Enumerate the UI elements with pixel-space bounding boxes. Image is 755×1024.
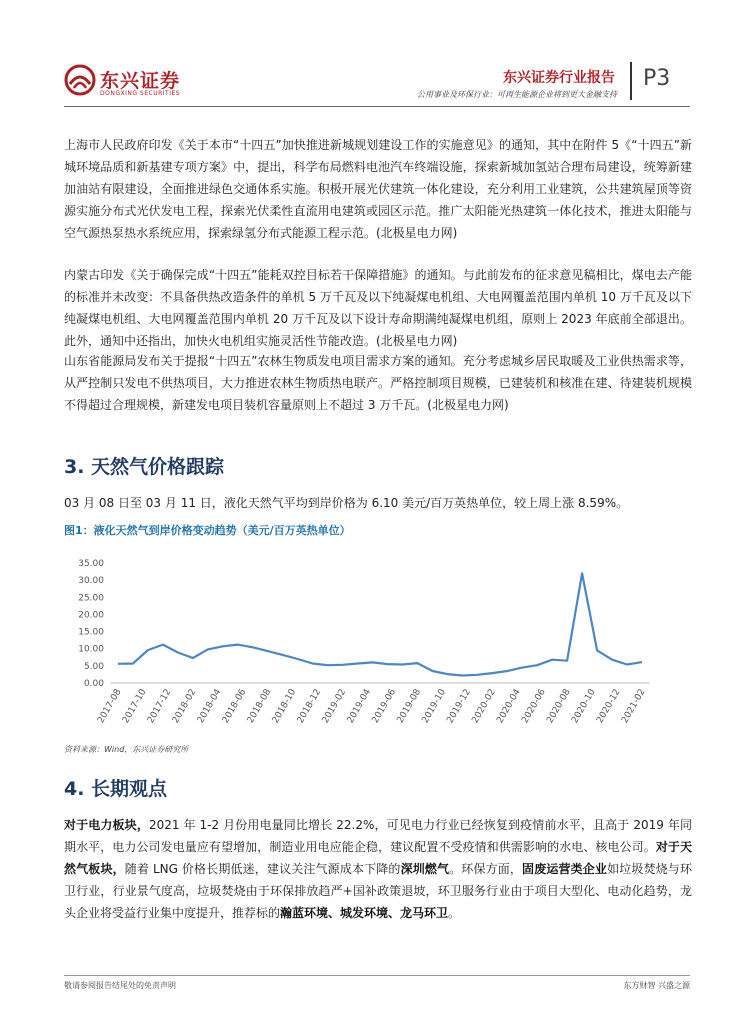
x-tick-label: 2020-06	[520, 687, 548, 726]
x-tick-label: 2018-02	[170, 687, 199, 726]
x-tick-label: 2020-02	[470, 687, 498, 726]
env-picks: 瀚蓝环境、城发环境、龙马环卫	[280, 906, 449, 920]
x-tick-label: 2018-04	[195, 687, 224, 726]
logo-cn-text: 东兴证券	[100, 70, 181, 92]
x-tick-label: 2019-12	[445, 687, 473, 726]
section-4-end: 。	[448, 906, 461, 920]
env-text-1: 。环保方面，	[449, 862, 523, 876]
section-3-heading: 3. 天然气价格跟踪	[64, 456, 225, 478]
x-tick-label: 2020-10	[570, 687, 598, 726]
power-text: 2021 年 1-2 月份用电量同比增长 22.2%，可见电力行业已经恢复到疫情前水平，且高于 2019 年同期水平，电力公司发电量应有望增加，制造业用电应能企稳，建议配置不受疫情和供需影响的水电、核电公司。	[64, 818, 692, 854]
page-number: P3	[643, 66, 671, 91]
logo-en-text: DONGXING SECURITIES	[100, 90, 181, 97]
x-tick-label: 2020-04	[495, 687, 523, 726]
footer-rule	[64, 975, 690, 976]
page-header	[0, 0, 755, 110]
x-tick-label: 2019-02	[320, 687, 349, 726]
x-tick-label: 2019-10	[420, 687, 448, 726]
paragraph-shandong: 山东省能源局发布关于提报“十四五”农林生物质发电项目需求方案的通知。充分考虑城乡居民取暖及工业供热需求等，从严控制只发电不供热项目，大力推进农林生物质热电联产。严格控制项目规模，已建装机和核准在建、待建装机规模不得超过合理规模，新建发电项目装机容量原则上不超过 3 万千瓦。(北极星电力网)	[64, 354, 692, 412]
x-tick-label: 2019-04	[345, 687, 374, 726]
gas-pick: 深圳燃气	[400, 862, 450, 876]
lng-price-chart	[64, 545, 684, 735]
gas-text: 随着 LNG 价格长期低迷，建议关注气源成本下降的	[124, 862, 401, 876]
env-label: 固废运营类企业	[522, 862, 608, 876]
footer-disclaimer: 敬请参阅报告结尾处的免责声明	[64, 981, 176, 990]
x-tick-label: 2017-12	[146, 687, 174, 726]
y-tick-label: 30.00	[78, 576, 104, 587]
logo-icon	[64, 64, 96, 96]
env-text-2: 如垃圾焚烧与环卫行业，行业景气度高，垃圾焚烧由于环保排放趋严+国补政策退坡，环卫服务行业由于项目大型化、电动化趋势，龙头企业将受益行业集中度提升，推荐标的	[64, 862, 692, 920]
x-tick-label: 2019-08	[395, 687, 424, 726]
header-divider	[630, 62, 632, 100]
series-line	[118, 573, 642, 675]
x-tick-label: 2017-10	[121, 687, 149, 726]
report-title: 东兴证券行业报告	[503, 70, 615, 86]
y-tick-label: 35.00	[78, 559, 104, 569]
x-tick-label: 2018-08	[245, 687, 274, 726]
y-tick-label: 5.00	[83, 661, 104, 672]
section-4-text	[64, 814, 692, 924]
x-tick-label: 2018-06	[220, 687, 249, 726]
section-3-text: 03 月 08 日至 03 月 11 日，液化天然气平均到岸价格为 6.10 美元/百万英热单位，较上周上涨 8.59%。	[64, 496, 629, 510]
y-tick-label: 20.00	[78, 610, 104, 621]
report-subtitle: 公用事业及环保行业：可再生能源企业将到更大金融支持	[417, 90, 617, 99]
x-tick-label: 2018-10	[270, 687, 299, 726]
x-axis	[96, 683, 650, 725]
section-4-heading: 4. 长期观点	[64, 778, 168, 800]
x-tick-label: 2017-08	[96, 687, 124, 726]
paragraph-shanghai: 上海市人民政府印发《关于本市“十四五”加快推进新城规划建设工作的实施意见》的通知，其中在附件 5《“十四五”新城环境品质和新基建专项方案》中，提出，科学布局燃料电池汽车终端设施，探索新城加氢站合理布局建设，统筹新建加油站有限建设，全面推进绿色交通体系实施。积极开展光伏建筑一体化建设，充分利用工业建筑，公共建筑屋顶等资源实施分布式光伏发电工程，探索光伏柔性直流用电建筑或园区示范。推广太阳能光热建筑一体化技术，推进太阳能与空气源热泵热水系统应用，探索绿氢分布式能源工程示范。(北极星电力网)	[64, 138, 692, 240]
y-tick-label: 10.00	[78, 644, 104, 655]
header-rule	[64, 106, 690, 107]
footer-slogan: 东方财智 兴盛之源	[623, 981, 690, 990]
power-label: 对于电力板块，	[64, 818, 149, 832]
x-tick-label: 2020-12	[595, 687, 623, 726]
plot-area	[118, 573, 642, 675]
y-tick-label: 25.00	[78, 593, 104, 604]
company-logo	[64, 62, 182, 102]
figure-source: 资料来源：Wind，东兴证券研究所	[64, 745, 189, 754]
paragraph-inner-mongolia: 内蒙古印发《关于确保完成“十四五”能耗双控目标若干保障措施》的通知。与此前发布的征求意见稿相比，煤电去产能的标准并未改变：不具备供热改造条件的单机 5 万千瓦及以下纯凝煤电机组、大电网覆盖范围内单机 10 万千瓦及以下纯凝煤电机组、大电网覆盖范围内单机 20 万千瓦及以下设计寿命期满纯凝煤电机组，原则上 2023 年底前全部退出。此外，通知中还指出，加快火电机组实施灵活性节能改造。(北极星电力网)	[64, 268, 692, 348]
x-tick-label: 2018-12	[295, 687, 324, 726]
x-tick-label: 2021-02	[620, 687, 648, 726]
x-tick-label: 2020-08	[545, 687, 573, 726]
figure-title: 图1：液化天然气到岸价格变动趋势（美元/百万英热单位）	[64, 524, 351, 537]
y-tick-label: 15.00	[78, 627, 104, 638]
x-tick-label: 2019-06	[370, 687, 399, 726]
gas-label: 对于天然气板块，	[64, 840, 692, 876]
y-tick-label: 0.00	[83, 679, 104, 689]
y-axis	[78, 559, 104, 689]
